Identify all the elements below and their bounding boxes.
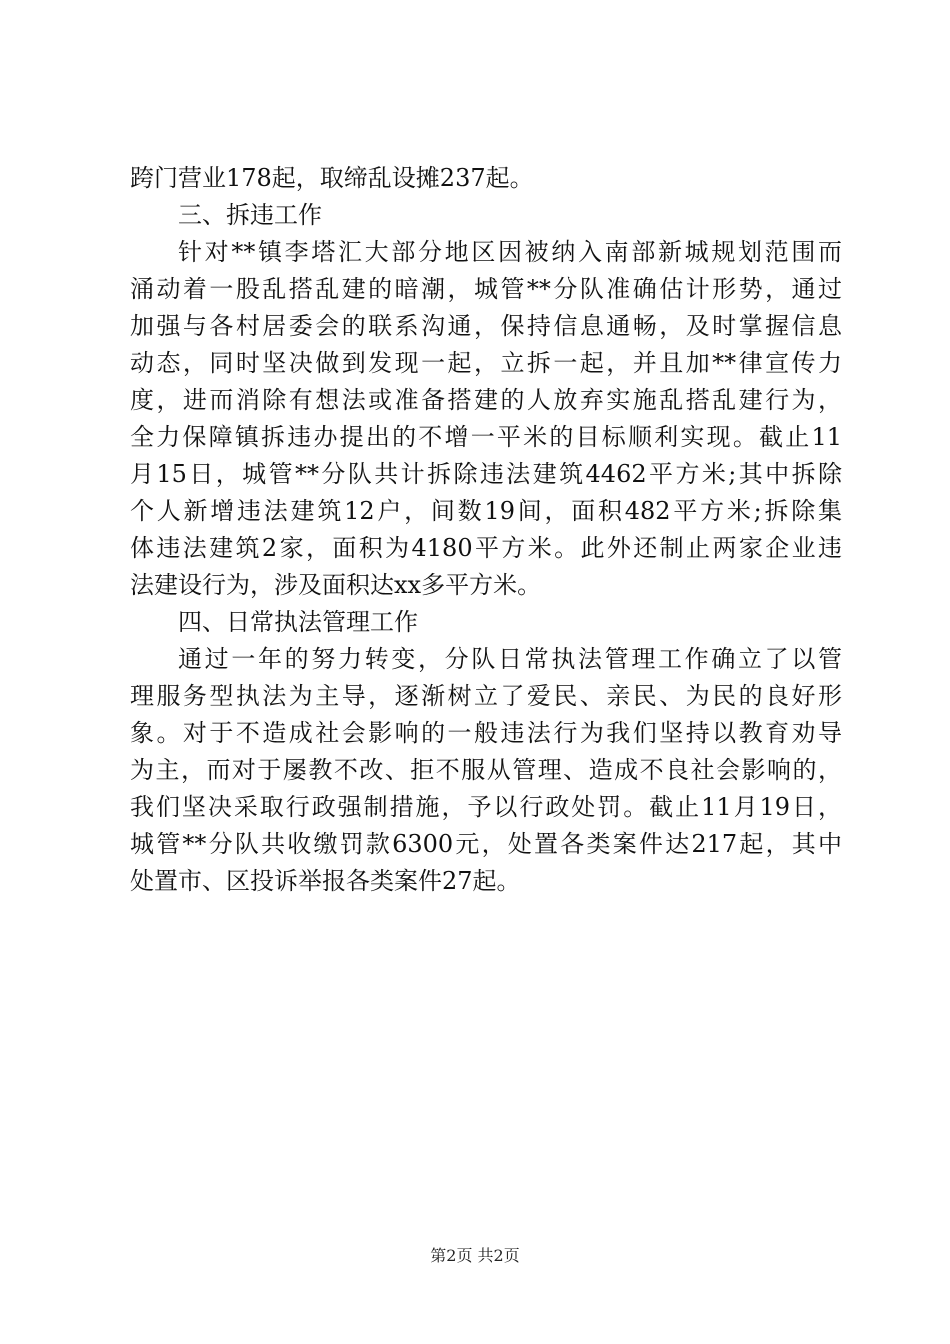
paragraph-line: 全力保障镇拆违办提出的不增一平米的目标顺利实现。截止11: [130, 423, 842, 451]
paragraph-line: 针对**镇李塔汇大部分地区因被纳入南部新城规划范围而: [178, 238, 842, 266]
paragraph-line: 我们坚决采取行政强制措施，予以行政处罚。截止11月19日，: [130, 793, 842, 821]
paragraph-line: 个人新增违法建筑12户，间数19间，面积482平方米;拆除集: [130, 497, 842, 525]
paragraph-line: 动态，同时坚决做到发现一起，立拆一起，并且加**律宣传力: [130, 349, 842, 377]
paragraph-line: 涌动着一股乱搭乱建的暗潮，城管**分队准确估计形势，通过: [130, 275, 842, 303]
paragraph-line: 通过一年的努力转变，分队日常执法管理工作确立了以管: [178, 645, 842, 673]
paragraph-line: 法建设行为，涉及面积达xx多平方米。: [130, 571, 542, 599]
paragraph-line: 度，进而消除有想法或准备搭建的人放弃实施乱搭乱建行为，: [130, 386, 842, 414]
paragraph-line: 城管**分队共收缴罚款6300元，处置各类案件达217起，其中: [130, 830, 842, 858]
paragraph-line: 为主，而对于屡教不改、拒不服从管理、造成不良社会影响的，: [130, 756, 842, 784]
document-body: [130, 160, 842, 900]
paragraph-line: 月15日，城管**分队共计拆除违法建筑4462平方米;其中拆除: [130, 460, 842, 488]
paragraph-line: 理服务型执法为主导，逐渐树立了爱民、亲民、为民的良好形: [130, 682, 842, 710]
section-enforcement-paragraph: [130, 641, 842, 900]
paragraph-line: 体违法建筑2家，面积为4180平方米。此外还制止两家企业违: [130, 534, 842, 562]
section-heading-demolition: 三、拆违工作: [178, 201, 322, 229]
page-number-footer: 第2页 共2页: [430, 1246, 520, 1265]
paragraph-line: 处置市、区投诉举报各类案件27起。: [130, 867, 521, 895]
intro-line: 跨门营业178起，取缔乱设摊237起。: [130, 164, 534, 192]
paragraph-line: 象。对于不造成社会影响的一般违法行为我们坚持以教育劝导: [130, 719, 842, 747]
section-heading-enforcement: 四、日常执法管理工作: [178, 608, 418, 636]
section-demolition-paragraph: [130, 234, 842, 604]
paragraph-line: 加强与各村居委会的联系沟通，保持信息通畅，及时掌握信息: [130, 312, 842, 340]
